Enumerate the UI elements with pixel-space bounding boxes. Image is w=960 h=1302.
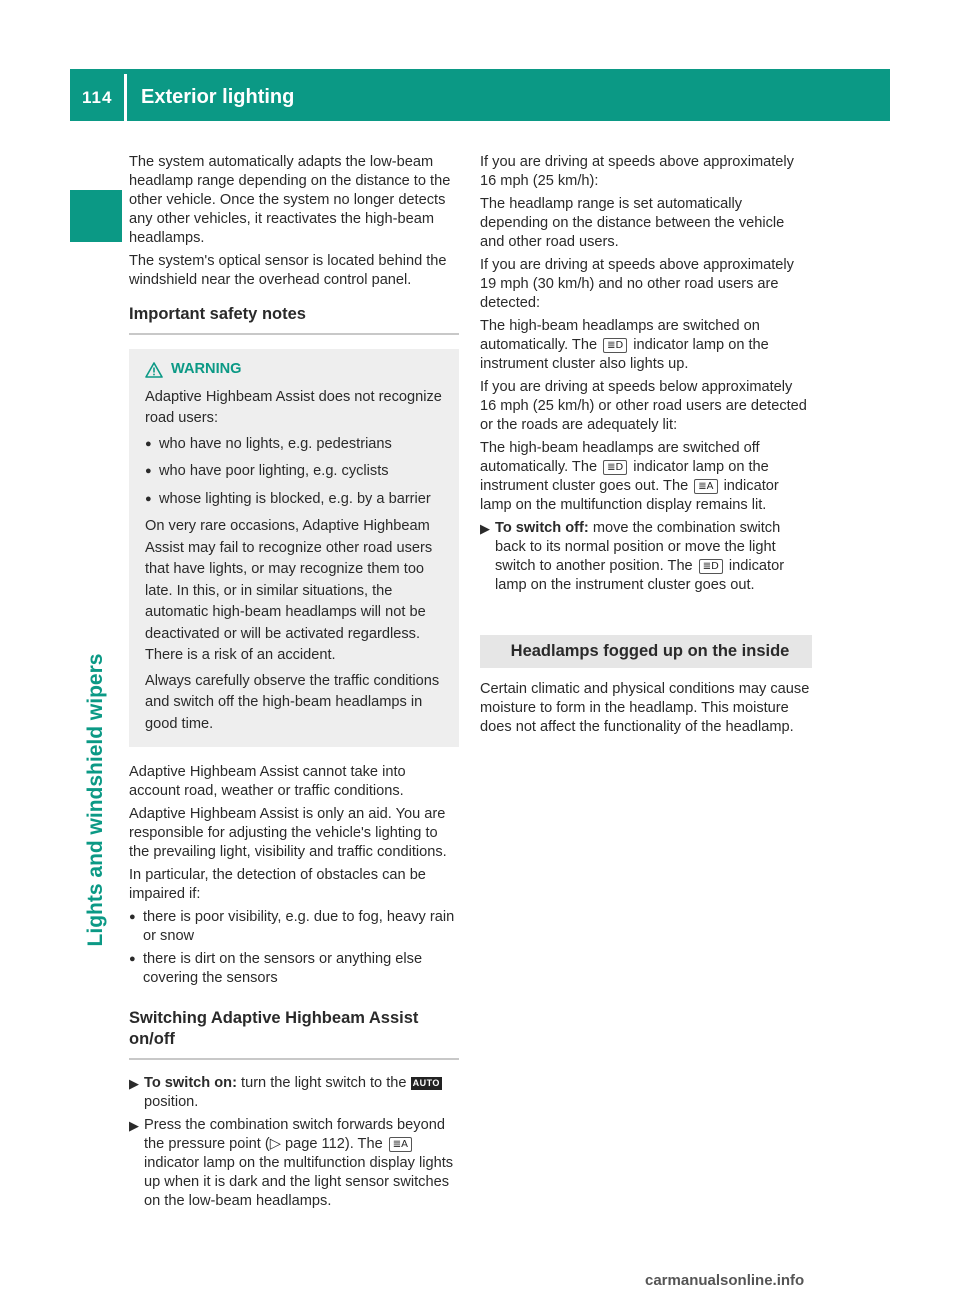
body-paragraph: In particular, the detection of obstacles can be impaired if: bbox=[129, 867, 426, 902]
page-title: Exterior lighting bbox=[141, 86, 295, 108]
highbeam-assist-icon: ≣A bbox=[694, 479, 717, 494]
heading-divider bbox=[129, 333, 459, 335]
warning-triangle-icon bbox=[145, 362, 163, 378]
step-arrow-icon: ▶ bbox=[480, 521, 490, 536]
list-item: ● there is dirt on the sensors or anything else covering the sensors bbox=[129, 951, 423, 986]
list-item: ● who have no lights, e.g. pedestrians bbox=[145, 434, 451, 456]
warning-paragraph: Always carefully observe the traffic conditions and switch off the high-beam headlamps in good time. bbox=[145, 672, 440, 732]
step-switch-off: ▶ To switch off: move the combination switch back to its normal position or move the light switch to another position. The ≣D indicator lamp on the instrument cluster goes out. bbox=[480, 520, 785, 593]
warning-title bbox=[145, 359, 451, 381]
intro-paragraph: The system automatically adapts the low-beam headlamp range depending on the distance to the other vehicle. Once the system no longer detects any other vehicles, it reactivates the high-beam headlamps. bbox=[129, 154, 451, 246]
step-label: To switch off: bbox=[495, 520, 589, 536]
step-press-switch: ▶ Press the combination switch forwards beyond the pressure point (▷ page 112). The ≣A indicator lamp on the multifunction display lights up when it is dark and the light sensor switches on the low-beam headlamps. bbox=[129, 1117, 454, 1209]
heading-divider bbox=[129, 1058, 459, 1060]
bullet-icon: ● bbox=[129, 953, 136, 965]
step-label: To switch on: bbox=[144, 1075, 237, 1091]
heading-safety-notes: Important safety notes bbox=[129, 305, 306, 323]
page-reference-link[interactable]: page 112 bbox=[285, 1136, 345, 1152]
bullet-icon: ● bbox=[145, 492, 152, 505]
highbeam-icon: ≣D bbox=[603, 338, 627, 353]
warning-label: WARNING bbox=[171, 361, 242, 377]
step-arrow-icon: ▶ bbox=[129, 1118, 139, 1133]
body-paragraph: If you are driving at speeds below approximately 16 mph (25 km/h) or other road users are detected or the roads are adequately lit: bbox=[480, 379, 807, 433]
chapter-title: Lights and windshield wipers bbox=[84, 653, 107, 947]
list-item: ● there is poor visibility, e.g. due to fog, heavy rain or snow bbox=[129, 909, 455, 944]
list-item: ● whose lighting is blocked, e.g. by a barrier bbox=[145, 489, 451, 511]
auto-position-icon: AUTO bbox=[412, 1078, 440, 1088]
list-item: ● who have poor lighting, e.g. cyclists bbox=[145, 461, 451, 483]
step-arrow-icon: ▶ bbox=[129, 1076, 139, 1091]
body-paragraph: If you are driving at speeds above approximately 16 mph (25 km/h): bbox=[480, 154, 794, 189]
chapter-tab bbox=[70, 190, 122, 242]
highbeam-icon: ≣D bbox=[699, 559, 723, 574]
intro-paragraph: The system's optical sensor is located behind the windshield near the overhead control panel. bbox=[129, 253, 447, 288]
header-divider bbox=[124, 74, 127, 121]
bullet-icon: ● bbox=[145, 437, 152, 450]
highbeam-assist-icon: ≣A bbox=[389, 1137, 412, 1152]
body-paragraph: Adaptive Highbeam Assist cannot take into account road, weather or traffic conditions. bbox=[129, 764, 406, 799]
heading-fogged: Headlamps fogged up on the inside bbox=[480, 635, 812, 668]
left-column bbox=[129, 153, 459, 1215]
bullet-icon: ● bbox=[145, 465, 152, 477]
heading-switching: Switching Adaptive Highbeam Assist on/off bbox=[129, 1009, 419, 1048]
highbeam-icon: ≣D bbox=[603, 460, 627, 475]
body-paragraph: If you are driving at speeds above approximately 19 mph (30 km/h) and no other road users are detected: bbox=[480, 257, 794, 311]
body-paragraph: Adaptive Highbeam Assist is only an aid. You are responsible for adjusting the vehicle's lighting to the prevailing light, visibility and traffic conditions. bbox=[129, 806, 447, 860]
warning-paragraph: On very rare occasions, Adaptive Highbeam Assist may fail to recognize other road users that have lights, or may recognize them too late. In this, or in similar situations, the automatic high-beam headlamps will not be deactivated or will be activated regardless. There is a risk of an accident. bbox=[145, 518, 433, 663]
warning-lead: Adaptive Highbeam Assist does not recognize road users: bbox=[145, 388, 442, 426]
body-paragraph: The headlamp range is set automatically depending on the distance between the vehicle and other road users. bbox=[480, 196, 785, 250]
warning-box bbox=[129, 349, 459, 747]
body-paragraph: The high-beam headlamps are switched off automatically. The ≣D indicator lamp on the instrument cluster goes out. The ≣A indicator lamp on the multifunction display remains lit. bbox=[480, 440, 779, 513]
page-number: 114 bbox=[82, 88, 113, 107]
right-column bbox=[480, 153, 812, 741]
watermark: carmanualsonline.info bbox=[645, 1272, 805, 1289]
body-paragraph: The high-beam headlamps are switched on automatically. The ≣D indicator lamp on the instrument cluster also lights up. bbox=[480, 318, 769, 372]
step-switch-on: ▶ To switch on: turn the light switch to the AUTO position. bbox=[129, 1075, 440, 1110]
body-paragraph: Certain climatic and physical conditions may cause moisture to form in the headlamp. This moisture does not affect the functionality of the headlamp. bbox=[480, 681, 810, 735]
bullet-icon: ● bbox=[129, 911, 136, 923]
page-ref-arrow-icon: ▷ bbox=[269, 1136, 286, 1152]
